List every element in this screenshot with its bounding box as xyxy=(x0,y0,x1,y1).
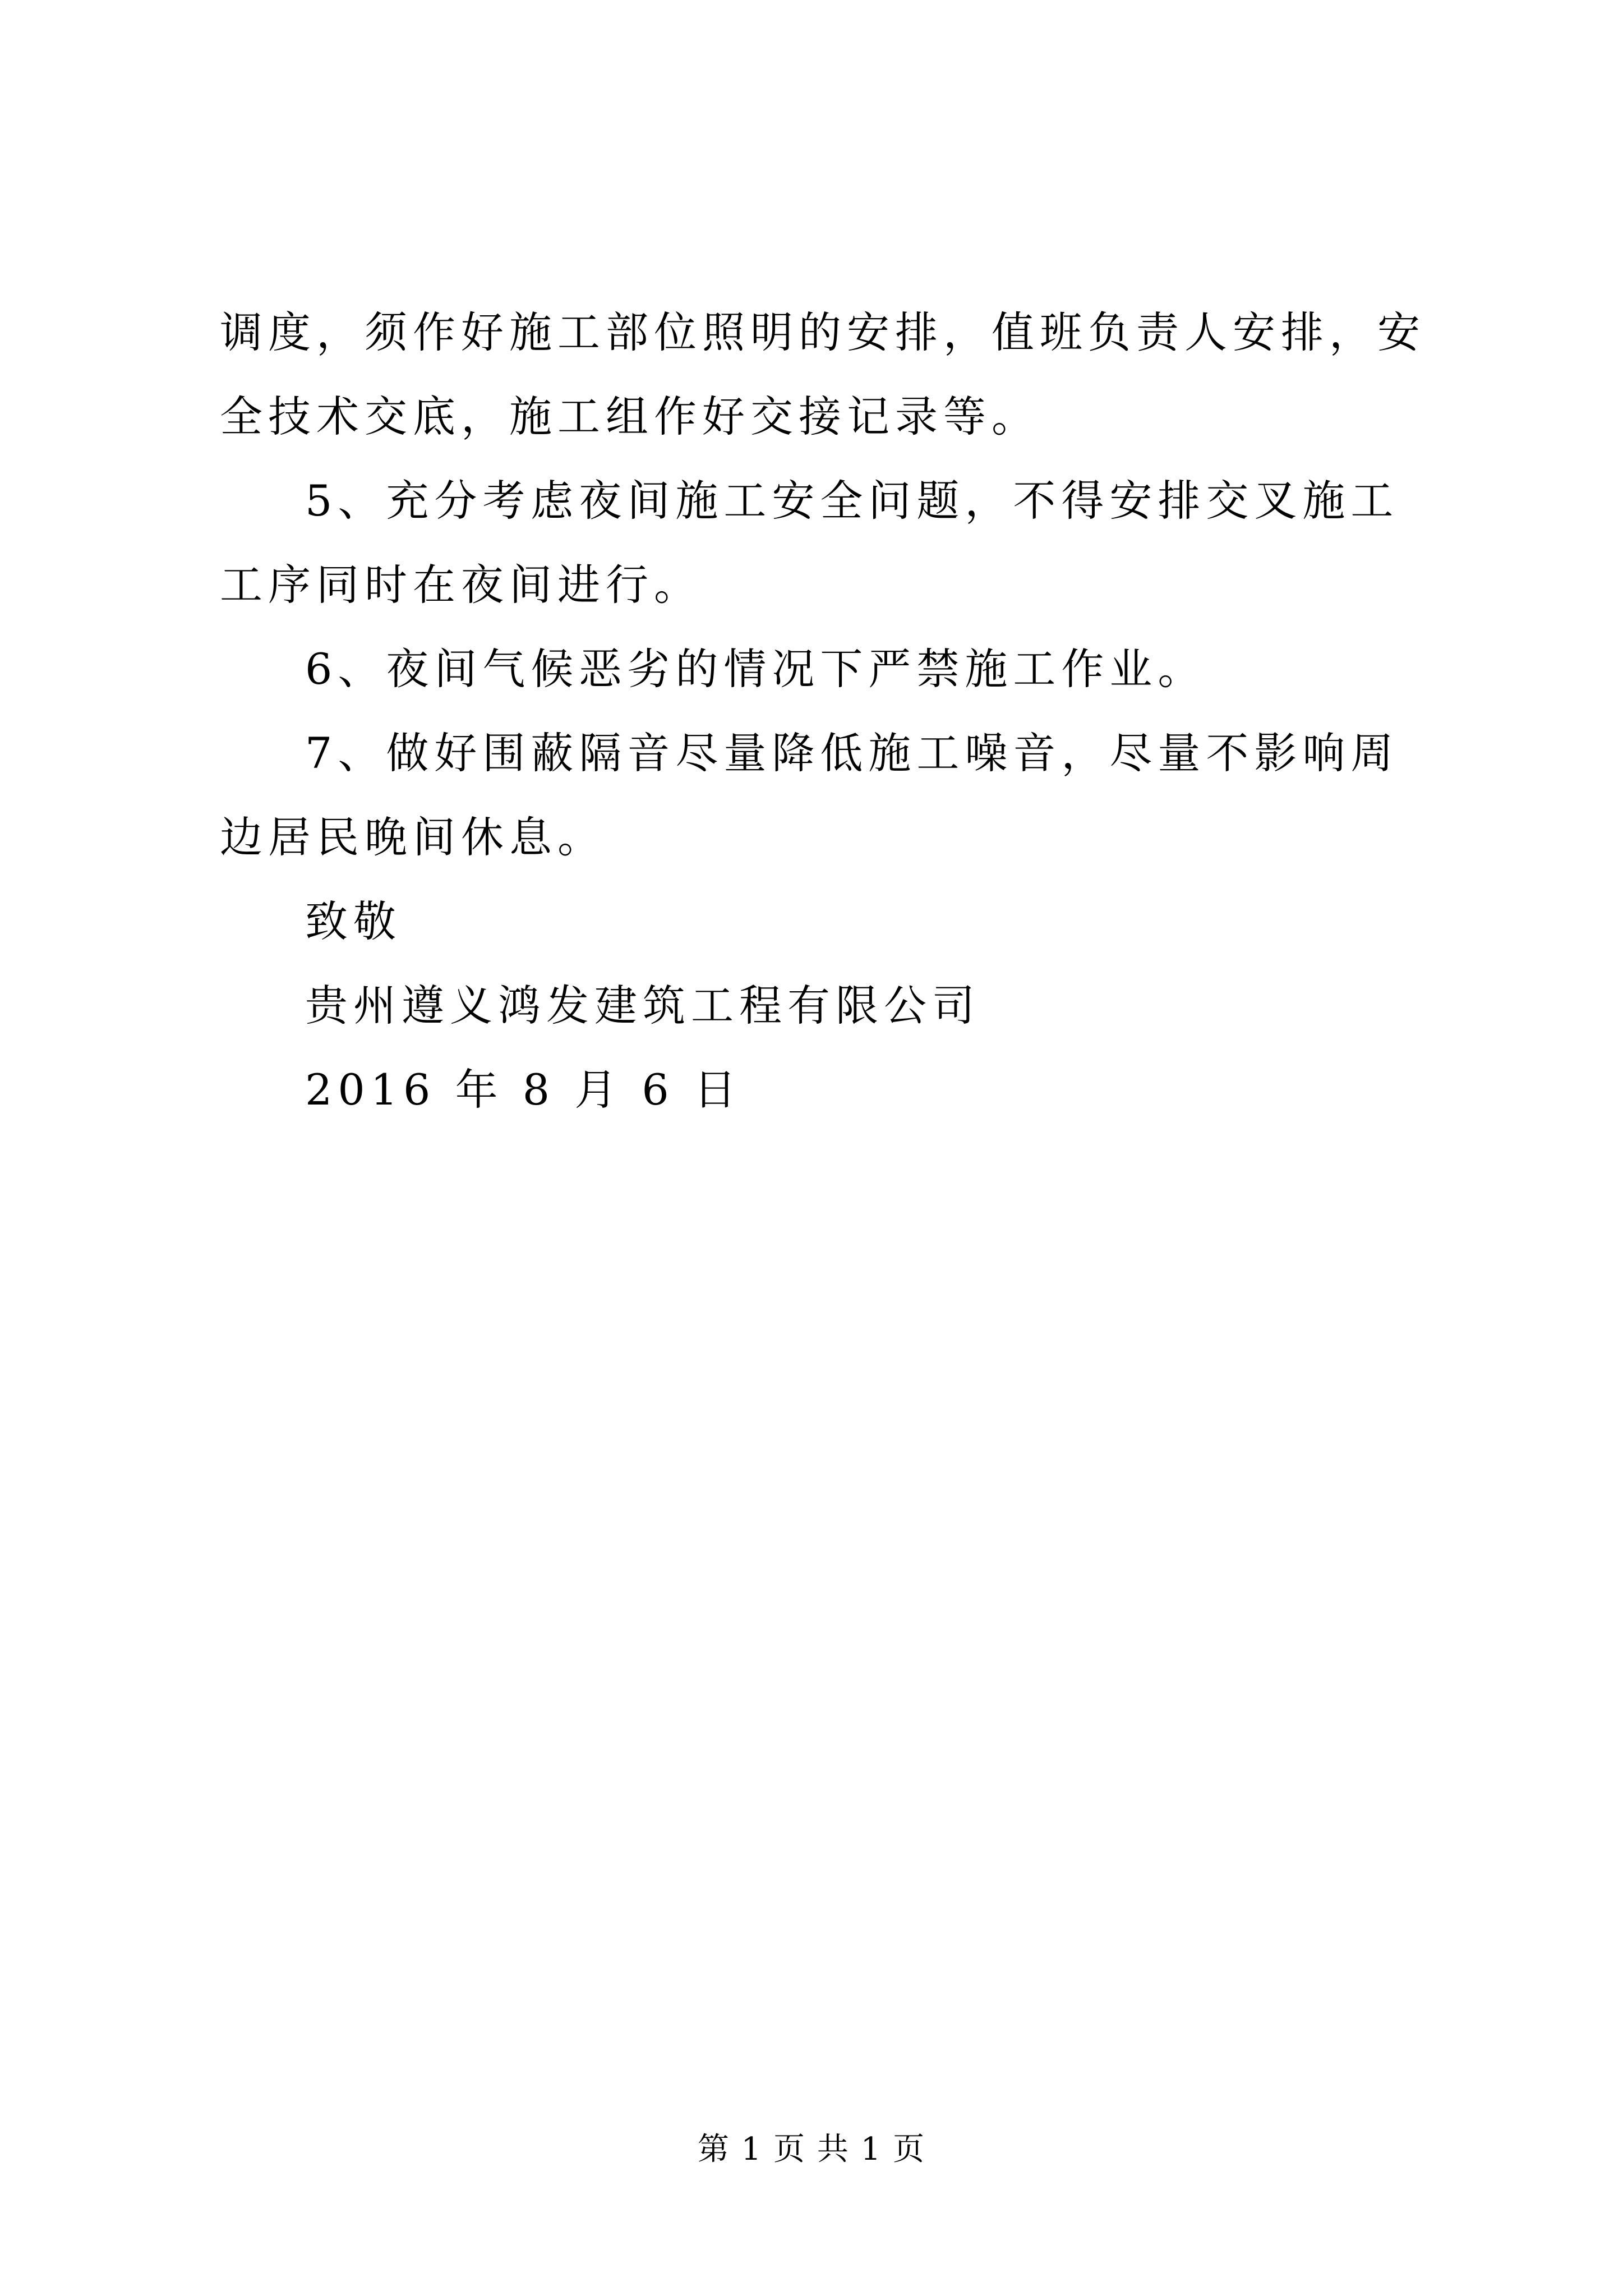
document-date: 2016 年 8 月 6 日 xyxy=(305,1065,742,1115)
company-name: 贵州遵义鸿发建筑工程有限公司 xyxy=(305,981,980,1030)
closing-salutation: 致敬 xyxy=(305,896,402,946)
paragraph-continuation: 调度，须作好施工部位照明的安排，值班负责人安排，安全技术交底，施工组作好交接记录等。 xyxy=(220,307,1426,441)
page-footer: 第 1 页 共 1 页 xyxy=(697,2131,926,2168)
paragraph-item-6: 6、夜间气候恶劣的情况下严禁施工作业。 xyxy=(305,644,1206,694)
paragraph-item-7: 7、做好围蔽隔音尽量降低施工噪音，尽量不影响周边居民晚间休息。 xyxy=(220,728,1399,862)
document-body xyxy=(220,291,1442,1132)
paragraph-item-5: 5、充分考虑夜间施工安全问题，不得安排交叉施工工序同时在夜间进行。 xyxy=(220,476,1399,610)
